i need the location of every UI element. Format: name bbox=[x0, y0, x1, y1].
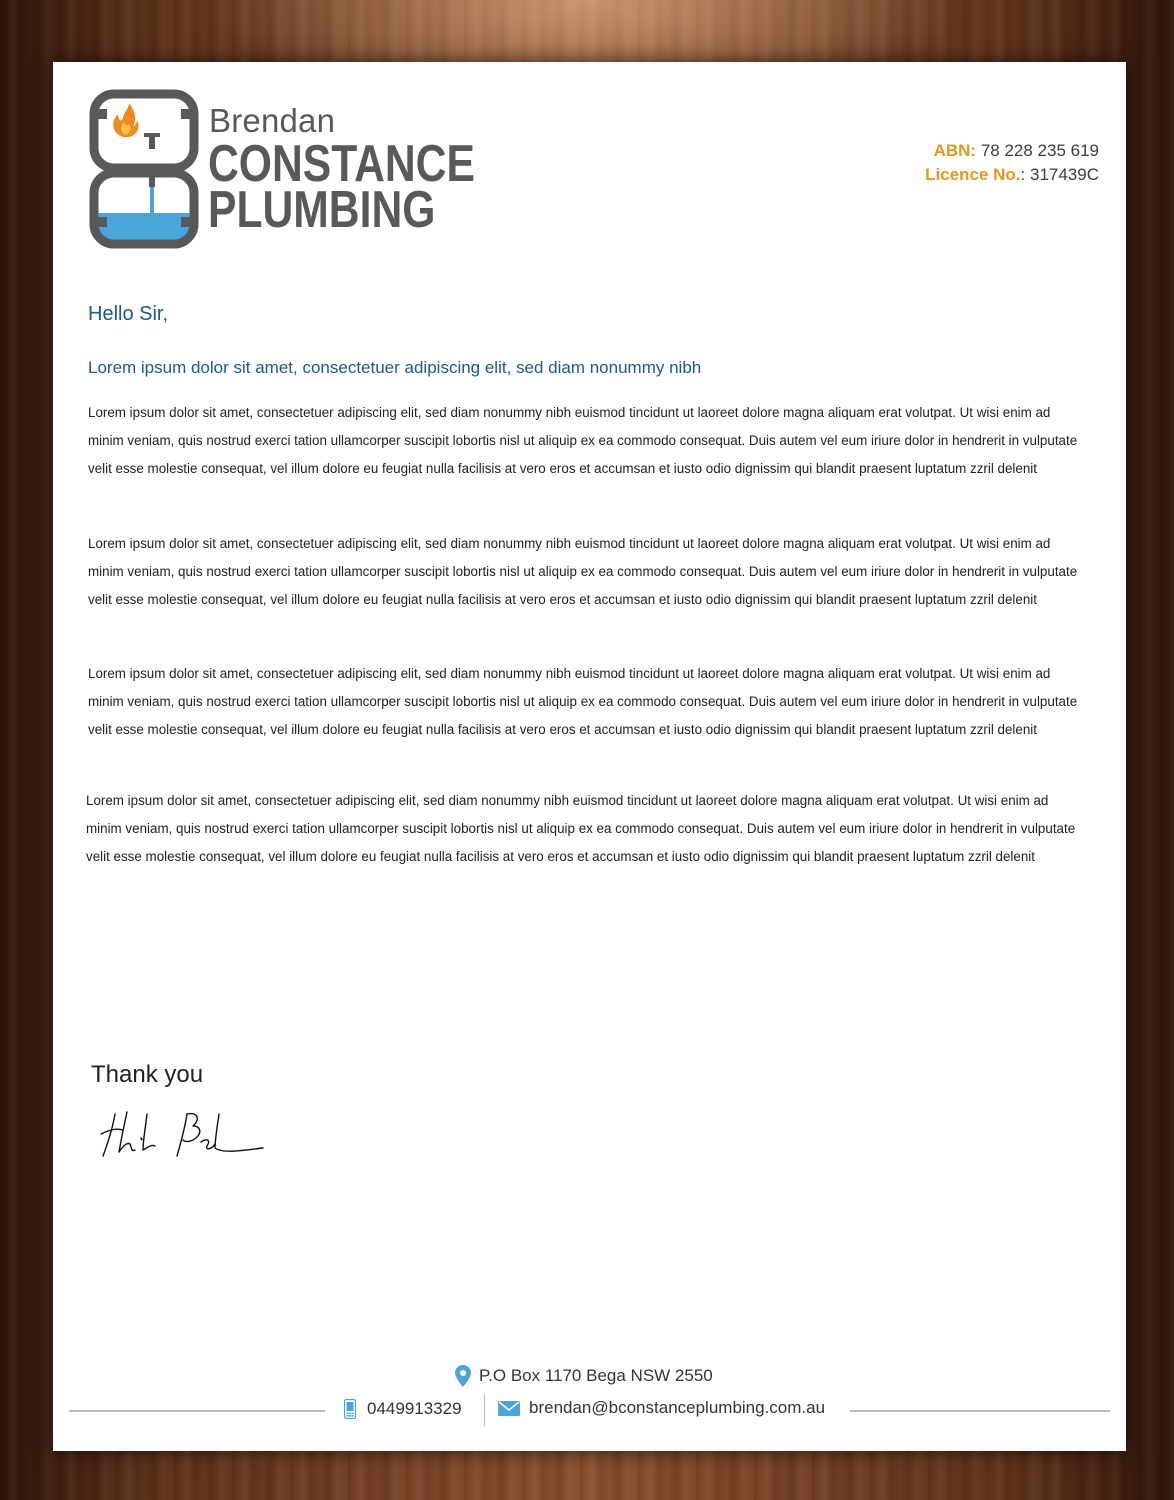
plumbing-pipe-logo-icon bbox=[89, 89, 199, 249]
licence-line: Licence No.: 317439C bbox=[925, 165, 1099, 184]
body-paragraph: Lorem ipsum dolor sit amet, consectetuer adipiscing elit, sed diam nonummy nibh euismod tincidunt ut laoreet dolore magna aliquam erat volutpat. Ut wisi enim ad minim veniam, quis nostrud exerci tation ullamcorper suscipit lobortis nisl ut aliquip ex ea commodo consequat. Duis autem vel eum iriure dolor in hendrerit in vulputate velit esse molestie consequat, vel illum dolore eu feugiat nulla facilisis at vero eros et accumsan et iusto odio dignissim qui blandit praesent luptatum zzril delenit bbox=[88, 405, 1078, 476]
footer-phone bbox=[344, 1399, 462, 1419]
licence-value: 317439C bbox=[1029, 165, 1099, 184]
body-paragraph: Lorem ipsum dolor sit amet, consectetuer adipiscing elit, sed diam nonummy nibh euismod tincidunt ut laoreet dolore magna aliquam erat volutpat. Ut wisi enim ad minim veniam, quis nostrud exerci tation ullamcorper suscipit lobortis nisl ut aliquip ex ea commodo consequat. Duis autem vel eum iriure dolor in hendrerit in vulputate velit esse molestie consequat, vel illum dolore eu feugiat nulla facilisis at vero eros et accumsan et iusto odio dignissim qui blandit praesent luptatum zzril delenit bbox=[88, 666, 1078, 737]
body-paragraph: Lorem ipsum dolor sit amet, consectetuer adipiscing elit, sed diam nonummy nibh euismod tincidunt ut laoreet dolore magna aliquam erat volutpat. Ut wisi enim ad minim veniam, quis nostrud exerci tation ullamcorper suscipit lobortis nisl ut aliquip ex ea commodo consequat. Duis autem vel eum iriure dolor in hendrerit in vulputate velit esse molestie consequat, vel illum dolore eu feugiat nulla facilisis at vero eros et accumsan et iusto odio dignissim qui blandit praesent luptatum zzril delenit bbox=[86, 793, 1076, 864]
letter-subject: Lorem ipsum dolor sit amet, consectetuer adipiscing elit, sed diam nonummy nibh bbox=[88, 358, 702, 377]
letter-closing: Thank you bbox=[91, 1061, 204, 1088]
phone-text: 0449913329 bbox=[367, 1399, 462, 1418]
abn-value: 78 228 235 619 bbox=[980, 141, 1099, 160]
footer-divider-right bbox=[850, 1410, 1110, 1412]
email-text: brendan@bconstanceplumbing.com.au bbox=[529, 1398, 826, 1417]
footer-email bbox=[498, 1398, 825, 1418]
abn-label: ABN: bbox=[933, 141, 977, 160]
handwritten-signature bbox=[97, 1104, 267, 1164]
letter-greeting: Hello Sir, bbox=[88, 303, 169, 325]
footer-address bbox=[455, 1365, 713, 1387]
footer-divider-left bbox=[69, 1410, 325, 1412]
licence-label: Licence No. bbox=[925, 165, 1021, 184]
address-text: P.O Box 1170 Bega NSW 2550 bbox=[479, 1366, 713, 1385]
logo-trade: PLUMBING bbox=[208, 181, 436, 239]
body-paragraph: Lorem ipsum dolor sit amet, consectetuer adipiscing elit, sed diam nonummy nibh euismod tincidunt ut laoreet dolore magna aliquam erat volutpat. Ut wisi enim ad minim veniam, quis nostrud exerci tation ullamcorper suscipit lobortis nisl ut aliquip ex ea commodo consequat. Duis autem vel eum iriure dolor in hendrerit in vulputate velit esse molestie consequat, vel illum dolore eu feugiat nulla facilisis at vero eros et accumsan et iusto odio dignissim qui blandit praesent luptatum zzril delenit bbox=[88, 536, 1078, 607]
footer-contact-separator bbox=[484, 1394, 485, 1426]
logo-first-name: Brendan bbox=[209, 102, 336, 139]
mobile-phone-icon bbox=[344, 1399, 356, 1419]
letterhead-page bbox=[53, 62, 1126, 1451]
map-pin-icon bbox=[455, 1365, 471, 1387]
abn-line bbox=[934, 141, 1099, 161]
logo-surname: CONSTANCE bbox=[208, 135, 475, 193]
envelope-icon bbox=[498, 1401, 520, 1416]
